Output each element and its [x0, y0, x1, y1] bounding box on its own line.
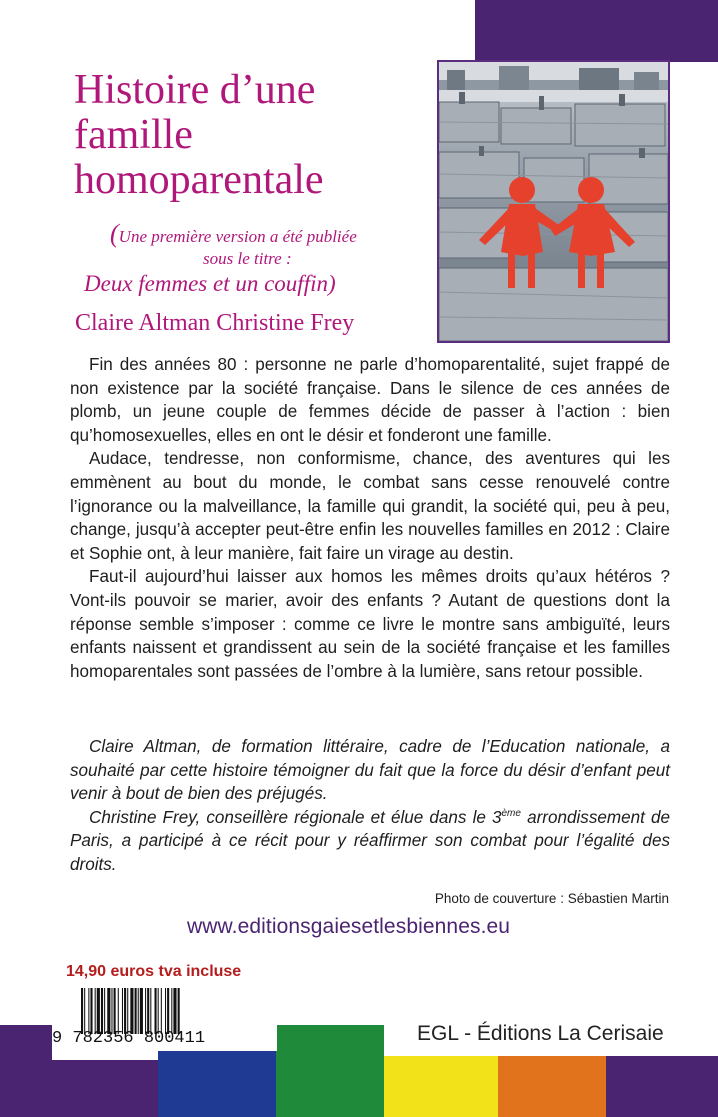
stripe-purple-left [0, 1025, 52, 1117]
barcode-bar [147, 988, 149, 1034]
bio-p2-before: Christine Frey, conseillère régionale et élue dans le 3 [89, 807, 502, 827]
subtitle [84, 219, 414, 299]
barcode-bar [165, 988, 166, 1034]
subtitle-line2: sous le titre : [203, 249, 292, 268]
bio-p2-superscript: ème [501, 807, 521, 819]
barcode-bars [81, 988, 271, 1034]
barcode-bar [130, 988, 133, 1034]
barcode-bar [84, 988, 85, 1034]
photo-credit: Photo de couverture : Sébastien Martin [434, 891, 669, 906]
rooftops-with-figures-illustration [439, 62, 668, 341]
subtitle-line1-text: Une première version a été publiée [118, 227, 357, 246]
barcode-bar [122, 988, 123, 1034]
barcode-bar [155, 988, 157, 1034]
barcode-bar [178, 988, 180, 1034]
blurb-paragraph-2: Audace, tendresse, non conformisme, chance, des aventures qui les emmènent au bout du monde, le combat sans cesse renouvelé contre l’ignorance ou la malveillance, la famille qui grandit, la société qui, peu à peu, change, jusqu’à accepter peut-être enfin les nouvelles familles en 2012 : Claire et Sophie ont, à leur manière, fait faire un virage au destin. [70, 449, 670, 563]
barcode-bar [145, 988, 146, 1034]
blurb-paragraph-1: Fin des années 80 : personne ne parle d’homoparentalité, sujet frappé de non existence par la société française. Dans le silence de ces années de plomb, un jeune couple de femmes décide de passer à l’action : bien qu’homosexuelles, elles en ont le désir et fonderont une famille. [70, 355, 670, 445]
barcode-bar [101, 988, 103, 1034]
barcode-bar [107, 988, 110, 1034]
book-title-line1: Histoire d’une [74, 67, 316, 113]
barcode-bar [140, 988, 143, 1034]
blurb-paragraph-3: Faut-il aujourd’hui laisser aux homos les mêmes droits qu’aux hétéros ? Vont-ils pouvoir se marier, avoir des enfants ? Autant de questions dont la réponse semble s’imposer : comme ce livre le montre sans ambiguïté, leurs enfants naissent et grandissent au sein de la société française et les familles homoparentales sont passées de l’ombre à la lumière, sans retour possible. [70, 567, 670, 681]
barcode-bar [167, 988, 169, 1034]
subtitle-line1 [84, 219, 414, 249]
barcode-bar [135, 988, 137, 1034]
publisher-name: EGL - Éditions La Cerisaie [417, 1022, 664, 1045]
barcode-bar [97, 988, 100, 1034]
bio-paragraph-2 [70, 806, 670, 877]
cover-photo [437, 60, 670, 343]
barcode-bar [95, 988, 96, 1034]
barcode-bar [114, 988, 116, 1034]
bio-p2-after: arrondissement de Paris, a participé à ce récit pour y réaffirmer son combat pour l’égalité des droits. [70, 807, 670, 874]
subtitle-line3: Deux femmes et un couffin) [84, 271, 336, 296]
stripe-green [276, 1025, 384, 1117]
barcode-bar [90, 988, 92, 1034]
subtitle-open-paren: ( [110, 219, 119, 248]
barcode-bar [173, 988, 176, 1034]
barcode-bar [104, 988, 105, 1034]
barcode-bar [88, 988, 89, 1034]
barcode-bar [124, 988, 126, 1034]
barcode-bar [118, 988, 119, 1034]
website-url: www.editionsgaiesetlesbiennes.eu [187, 915, 511, 938]
barcode-bar [127, 988, 128, 1034]
book-title-line3: homoparentale [74, 157, 324, 203]
book-title [74, 68, 324, 203]
blurb [70, 353, 670, 683]
barcode-bar [81, 988, 83, 1034]
publisher-box [384, 1014, 718, 1056]
book-title-line2: famille [74, 112, 193, 158]
price-label: 14,90 euros tva incluse [66, 963, 242, 980]
barcode-bar [171, 988, 172, 1034]
barcode-bar [138, 988, 139, 1034]
corner-purple-block [475, 0, 718, 62]
author-bios [70, 735, 670, 877]
barcode-bar [111, 988, 112, 1034]
isbn-barcode [52, 985, 277, 1051]
barcode-bar [158, 988, 159, 1034]
bio-paragraph-1: Claire Altman, de formation littéraire, cadre de l’Education nationale, a souhaité par cette histoire témoigner du fait que la force du désir d’enfant peut venir à bout de bien des préjugés. [70, 737, 670, 804]
barcode-bar [150, 988, 151, 1034]
authors: Claire Altman Christine Frey [75, 310, 355, 336]
isbn-digits: 9 782356 800411 [52, 1029, 206, 1048]
barcode-bar [161, 988, 162, 1034]
stripe-purple-under-barcode [52, 1060, 158, 1117]
